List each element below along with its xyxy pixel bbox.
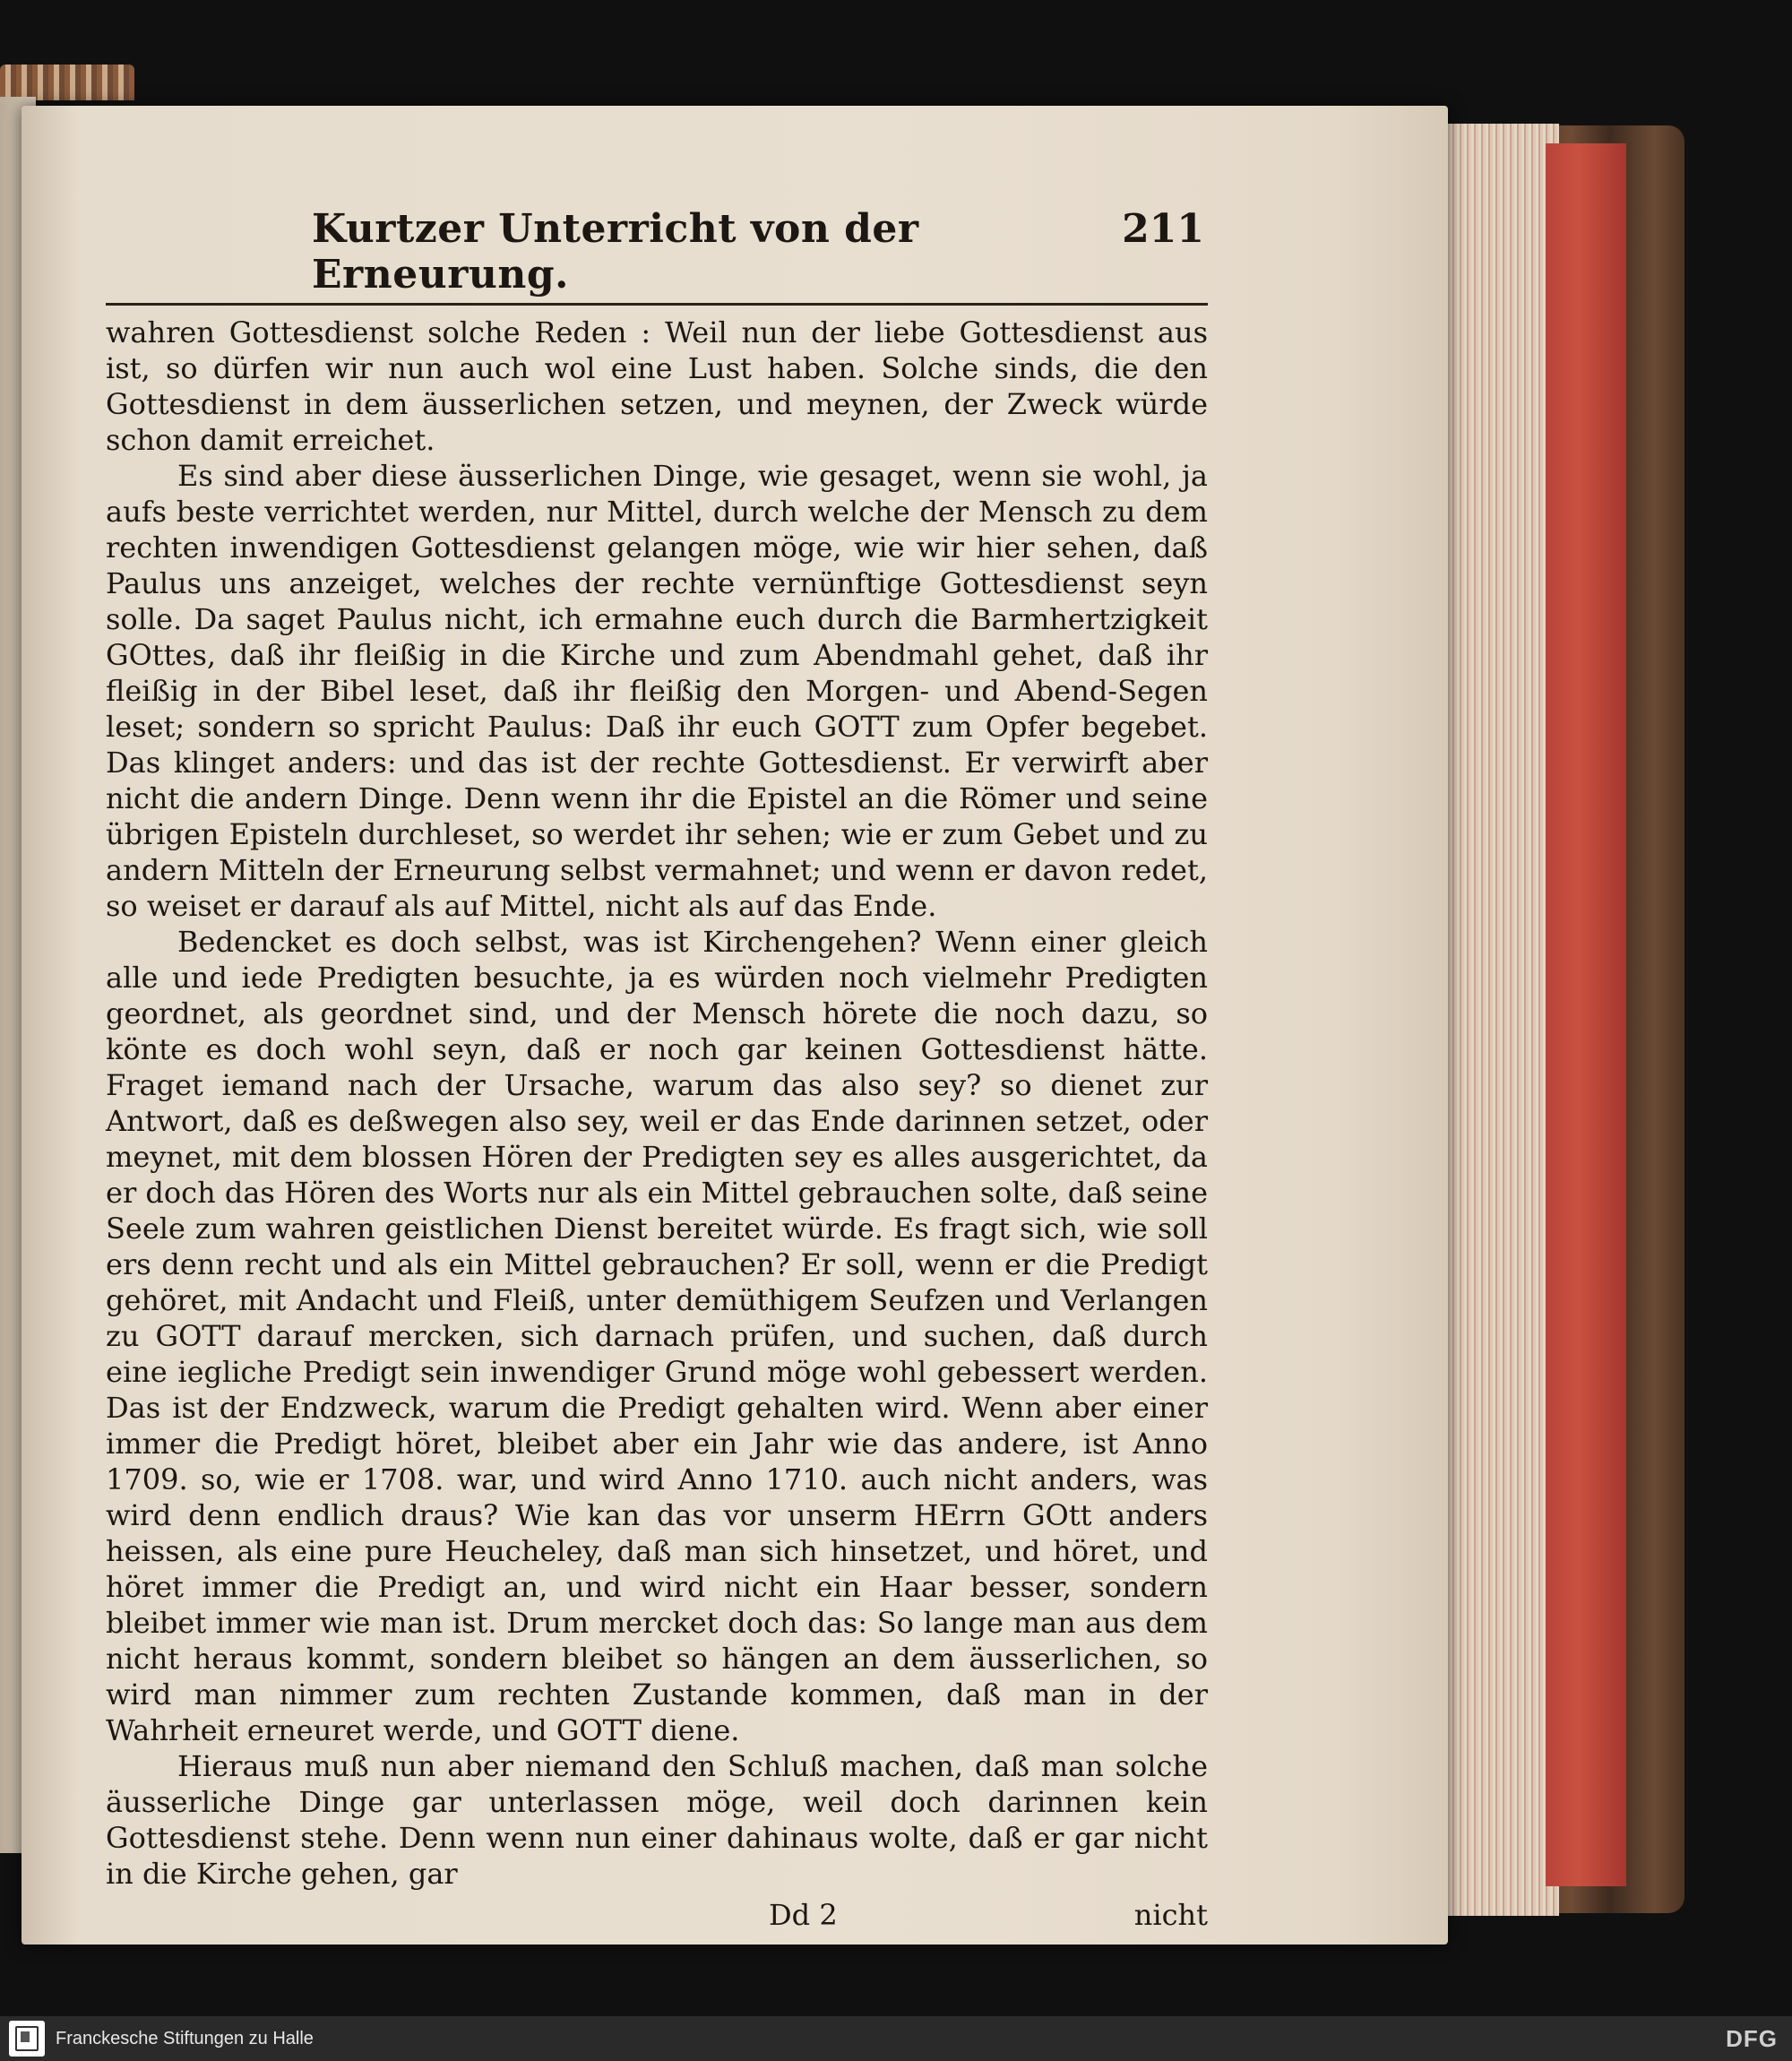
page-text — [106, 206, 1208, 1933]
institution-credit — [0, 2021, 314, 2057]
red-page-edge — [1546, 143, 1626, 1886]
viewer-footer-bar — [0, 2016, 1792, 2061]
running-title: Kurtzer Unterricht von der Erneurung. — [312, 206, 919, 298]
logo-mark — [15, 2026, 39, 2051]
paragraph: Hieraus muß nun aber niemand den Schluß machen, daß man solche äusserliche Dinge gar unterlassen möge, weil doch darinnen kein Gottesdienst stehe. Denn wenn nun einer dahinaus wolte, daß er gar nicht in die Kirche gehen, gar — [106, 1749, 1208, 1891]
book-headband — [0, 65, 134, 100]
funder-logo: DFG — [1726, 2024, 1778, 2052]
catchword: nicht — [1133, 1898, 1208, 1932]
institution-name: Franckesche Stiftungen zu Halle — [56, 2028, 314, 2048]
page-fore-edge — [1443, 124, 1559, 1916]
paragraph: Bedencket es doch selbst, was ist Kirchengehen? Wenn einer gleich alle und iede Predigten besuchte, ja es würden noch vielmehr Predigten geordnet, als geordnet sind, und der Mensch hörete die noch dazu, so könte es doch wohl seyn, daß er noch gar keinen Gottesdienst hätte. Fraget iemand nach der Ursache, warum das also sey? so dienet zur Antwort, daß es deßwegen also sey, weil er das Ende darinnen setzet, oder meynet, mit dem blossen Hören der Predigten sey es alles ausgerichtet, da er doch das Hören des Worts nur als ein Mittel gebrauchen solte, daß seine Seele zum wahren geistlichen Dienst bereitet würde. Es fragt sich, wie soll ers denn recht und als ein Mittel gebrauchen? Er soll, wenn er die Predigt gehöret, mit Andacht und Fleiß, unter demüthigem Seufzen und Verlangen zu GOTT darauf mercken, sich darnach prüfen, und suchen, daß durch eine iegliche Predigt sein inwendiger Grund möge wohl gebessert werden. Das ist der Endzweck, warum die Predigt gehalten wird. Wenn aber einer immer die Predigt höret, bleibet aber ein Jahr wie das andere, ist Anno 1709. so, wie er 1708. war, und wird Anno 1710. auch nicht anders, was wird denn endlich draus? Wie kan das vor unserm HErrn GOtt anders heissen, als eine pure Heucheley, daß man sich hinsetzet, und höret, und höret immer die Predigt an, und wird nicht ein Haar besser, sondern bleibet immer wie man ist. Drum mercket doch das: So lange man aus dem nicht heraus kommt, sondern bleibet so hängen an dem äusserlichen, so wird man nimmer zum rechten Zustande kommen, daß man in der Wahrheit erneuret werde, und GOTT diene. — [106, 925, 1209, 1747]
running-head — [106, 206, 1208, 306]
page-footer — [106, 1897, 1208, 1933]
page-number: 211 — [1122, 206, 1204, 252]
francke-foundation-logo-icon — [9, 2021, 45, 2057]
signature-mark: Dd 2 — [769, 1898, 838, 1932]
paragraph: wahren Gottesdienst solche Reden : Weil nun der liebe Gottesdienst aus ist, so dürfen wir nun auch wol eine Lust haben. Solche sinds, die den Gottesdienst in dem äusserlichen setzen, und meynen, der Zweck würde schon damit erreichet. — [106, 315, 1208, 457]
paragraph: Es sind aber diese äusserlichen Dinge, wie gesaget, wenn sie wohl, ja aufs beste verrichtet werden, nur Mittel, durch welche der Mensch zu dem rechten inwendigen Gottesdienst gelangen möge, wie wir hier sehen, daß Paulus uns anzeiget, welches der rechte vernünftige Gottesdienst seyn solle. Da saget Paulus nicht, ich ermahne euch durch die Barmhertzigkeit GOttes, daß ihr fleißig in die Kirche und zum Abendmahl gehet, daß ihr fleißig in der Bibel leset, daß ihr fleißig den Morgen- und Abend-Segen leset; sondern so spricht Paulus: Daß ihr euch GOTT zum Opfer begebet. Das klinget anders: und das ist der rechte Gottesdienst. Er verwirft aber nicht die andern Dinge. Denn wenn ihr die Epistel an die Römer und seine übrigen Episteln durchleset, so werdet ihr sehen; wie er zum Gebet und zu andern Mitteln der Erneurung selbst vermahnet; und wenn er davon redet, so weiset er darauf als auf Mittel, nicht als auf das Ende. — [106, 459, 1208, 923]
